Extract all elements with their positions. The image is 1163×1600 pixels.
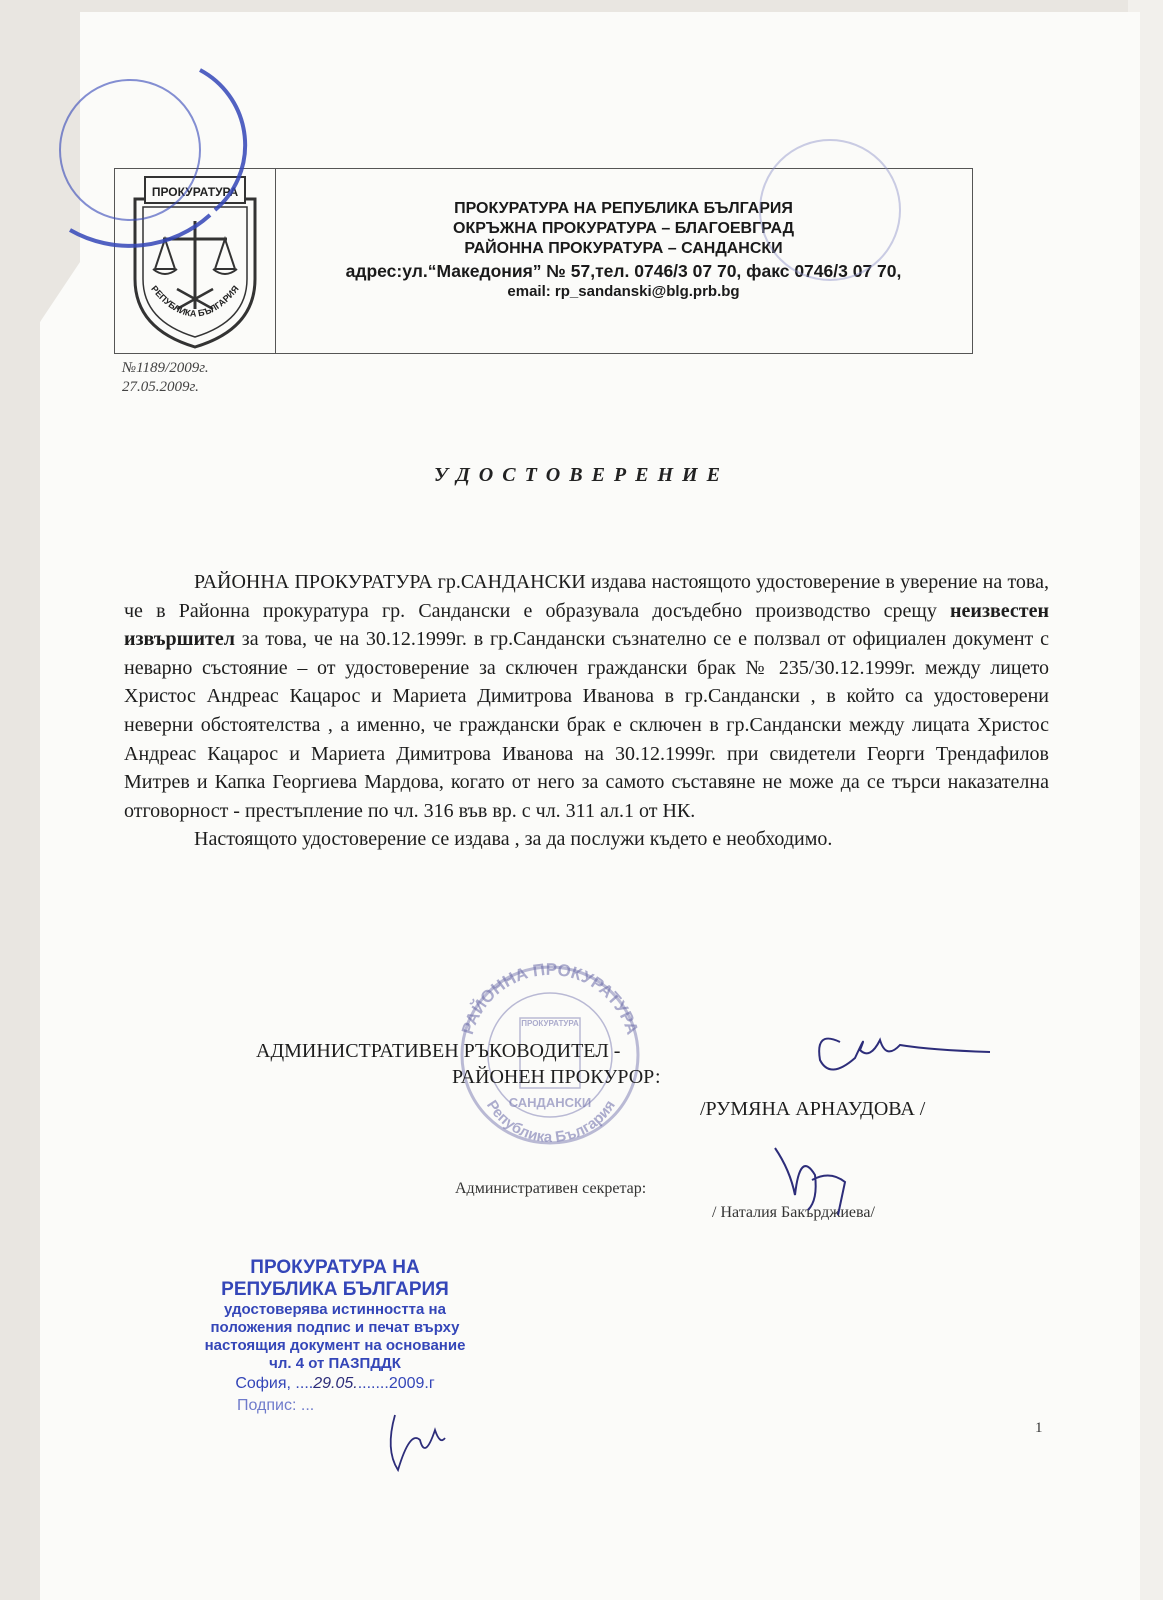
secretary-name: / Наталия Бакърджиева/ (712, 1204, 875, 1221)
secretary-label: Административен секретар: (455, 1180, 647, 1197)
institution-address: адрес:ул.“Македония” № 57,тел. 0746/3 07 70, факс 0746/3 07 70, (345, 261, 902, 281)
seal-bottom-text: Република България (483, 1097, 619, 1146)
letterhead (114, 168, 973, 354)
emblem-top-text: ПРОКУРАТУРА (151, 185, 239, 199)
emblem-bottom-text: РЕПУБЛИКА БЪЛГАРИЯ (149, 283, 241, 319)
unknown-perpetrator-emphasis: неизвестен извършител (124, 599, 1049, 651)
signatory-role-line-1: АДМИНИСТРАТИВЕН РЪКОВОДИТЕЛ - (256, 1040, 621, 1062)
seal-outer-text: РАЙОННА ПРОКУРАТУРА (457, 959, 643, 1037)
certification-stamp (175, 1257, 495, 1437)
emblem-icon (115, 169, 275, 353)
signatory-role-line-2: РАЙОНЕН ПРОКУРОР: (452, 1066, 661, 1088)
stamp-line-2: РЕПУБЛИКА БЪЛГАРИЯ (221, 1279, 449, 1300)
institution-line-1: ПРОКУРАТУРА НА РЕПУБЛИКА БЪЛГАРИЯ (454, 200, 793, 217)
seal-city: САНДАНСКИ (508, 1095, 592, 1110)
stamp-line-4: положения подпис и печат върху (210, 1319, 460, 1336)
stamp-signature-label: Подпис: ... (237, 1397, 315, 1414)
stamp-year: 2009 (388, 1375, 425, 1392)
reference-date: 27.05.2009г. (122, 379, 199, 395)
institution-email: email: rp_sandanski@blg.prb.bg (507, 283, 740, 300)
stamp-date-handwritten: 29.05. (313, 1375, 358, 1392)
document-title: УДОСТОВЕРЕНИЕ (434, 464, 729, 486)
page-number: 1 (1035, 1420, 1043, 1436)
prosecution-emblem (115, 169, 276, 353)
stamp-date-line: София, ....29.05........2009.г (235, 1375, 435, 1392)
letterhead-text (275, 199, 972, 302)
document-body (124, 568, 1049, 854)
body-paragraph-2: Настоящото удостоверение се издава , за да послужи където е необходимо. (194, 828, 833, 851)
seal-inner-text: ПРОКУРАТУРА (521, 1019, 579, 1028)
stamp-line-6: чл. 4 от ПАЗПДДК (269, 1355, 401, 1372)
stamp-line-5: настоящия документ на основание (204, 1337, 466, 1354)
prosecutor-name: /РУМЯНА АРНАУДОВА / (700, 1098, 926, 1120)
stamp-line-3: удостоверява истинността на (224, 1301, 446, 1318)
institution-line-3: РАЙОННА ПРОКУРАТУРА – САНДАНСКИ (464, 240, 783, 257)
body-paragraph-1: РАЙОННА ПРОКУРАТУРА гр.САНДАНСКИ издава настоящото удостоверение в уверение на това, че в Районна прокуратура гр. Сандански е образувала досъдебно производство срещу неизвестен извършител за това, че на 30.12.1999г. в гр.Сандански съзнателно се е ползвал от официален документ с неварно състояние – от удостоверение за сключен граждански брак № 235/30.12.1999г. между лицето Христос Андреас Кацарос и Мариета Димитрова Иванова в гр.Сандански , в който са удостоверени неверни обстоятелства , а именно, че граждански брак е сключен в гр.Сандански между лицата Христос Андреас Кацарос и Мариета Димитрова Иванова на 30.12.1999г. при свидетели Георги Трендафилов Митрев и Капка Георгиева Мардова, когато от него за самото съставяне не може да се търси наказателна отговорност - престъпление по чл. 316 във вр. с чл. 311 ал.1 от НК. (124, 571, 1049, 822)
stamp-line-1: ПРОКУРАТУРА НА (250, 1257, 420, 1278)
reference-number: №1189/2009г. (122, 360, 209, 376)
institution-line-2: ОКРЪЖНА ПРОКУРАТУРА – БЛАГОЕВГРАД (453, 220, 794, 237)
